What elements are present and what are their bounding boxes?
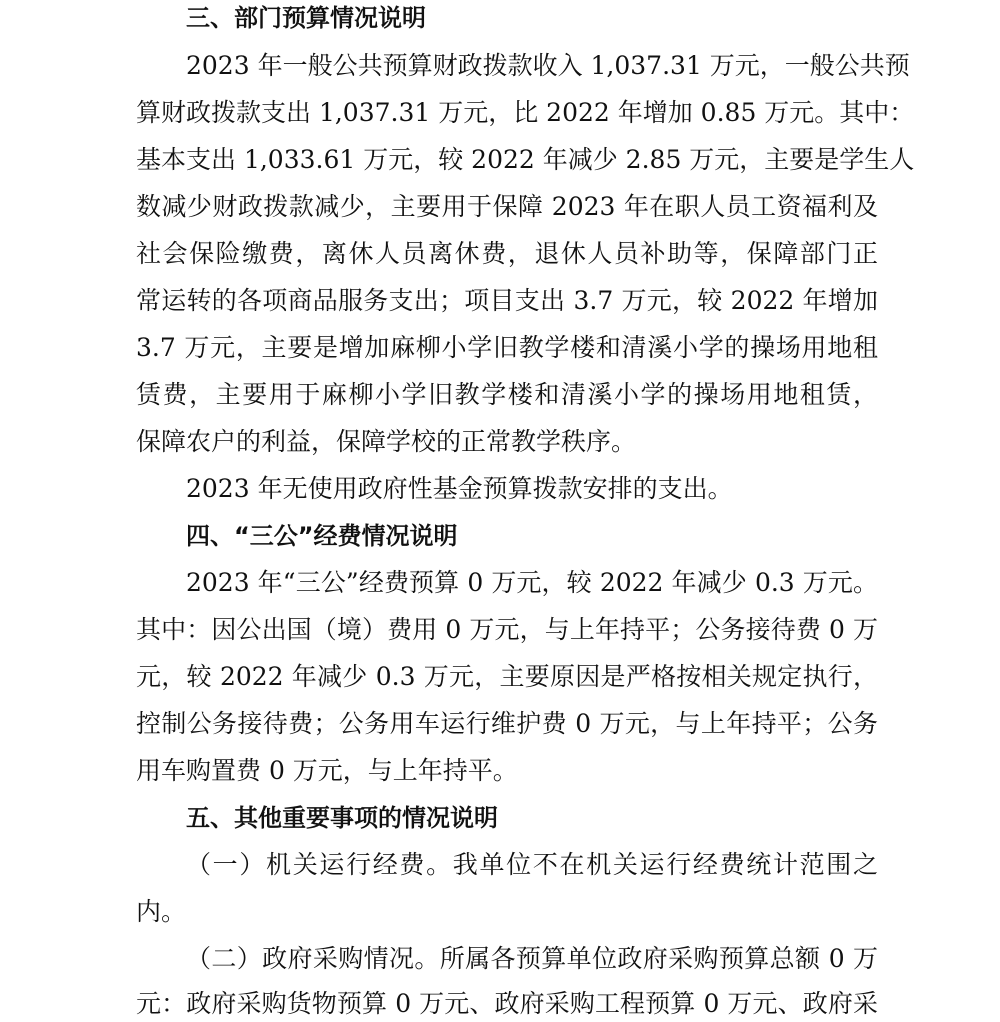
section-3-paragraph-1-line-6: 常运转的各项商品服务支出；项目支出 3.7 万元，较 2022 年增加 [136,286,878,315]
section-4-paragraph-1-line-4: 控制公务接待费；公务用车运行维护费 0 万元，与上年持平；公务 [136,709,878,738]
section-4-paragraph-1-line-2: 其中：因公出国（境）费用 0 万元，与上年持平；公务接待费 0 万 [136,615,878,644]
section-4-paragraph-1-line-5: 用车购置费 0 万元，与上年持平。 [136,756,518,785]
section-3-paragraph-1-line-8: 赁费，主要用于麻柳小学旧教学楼和清溪小学的操场用地租赁， [136,380,878,409]
section-3-paragraph-1-line-7: 3.7 万元，主要是增加麻柳小学旧教学楼和清溪小学的操场用地租 [136,333,878,362]
section-5-paragraph-2-line-1: （二）政府采购情况。所属各预算单位政府采购预算总额 0 万 [186,944,878,973]
section-3-paragraph-1-line-3: 基本支出 1,033.61 万元，较 2022 年减少 2.85 万元，主要是学生人 [136,145,915,174]
section-3-paragraph-1-line-2: 算财政拨款支出 1,037.31 万元，比 2022 年增加 0.85 万元。其中： [136,98,915,127]
section-3-paragraph-2: 2023 年无使用政府性基金预算拨款安排的支出。 [186,474,733,503]
section-4-heading: 四、“三公”经费情况说明 [186,522,458,550]
section-5-paragraph-1-line-2: 内。 [136,897,187,926]
section-4-paragraph-1-line-3: 元，较 2022 年减少 0.3 万元，主要原因是严格按相关规定执行， [136,662,878,691]
section-3-heading: 三、部门预算情况说明 [186,4,426,32]
section-3-paragraph-1-line-9: 保障农户的利益，保障学校的正常教学秩序。 [136,427,637,456]
section-3-paragraph-1-line-1: 2023 年一般公共预算财政拨款收入 1,037.31 万元，一般公共预 [186,51,910,80]
section-3-paragraph-1-line-4: 数减少财政拨款减少，主要用于保障 2023 年在职人员工资福利及 [136,192,878,221]
section-5-heading: 五、其他重要事项的情况说明 [186,804,498,832]
section-4-paragraph-1-line-1: 2023 年“三公”经费预算 0 万元，较 2022 年减少 0.3 万元。 [186,568,878,597]
section-5-paragraph-2-line-2: 元：政府采购货物预算 0 万元、政府采购工程预算 0 万元、政府采 [136,989,878,1018]
section-3-paragraph-1-line-5: 社会保险缴费，离休人员离休费，退休人员补助等，保障部门正 [136,239,878,268]
section-5-paragraph-1-line-1: （一）机关运行经费。我单位不在机关运行经费统计范围之 [186,850,878,879]
